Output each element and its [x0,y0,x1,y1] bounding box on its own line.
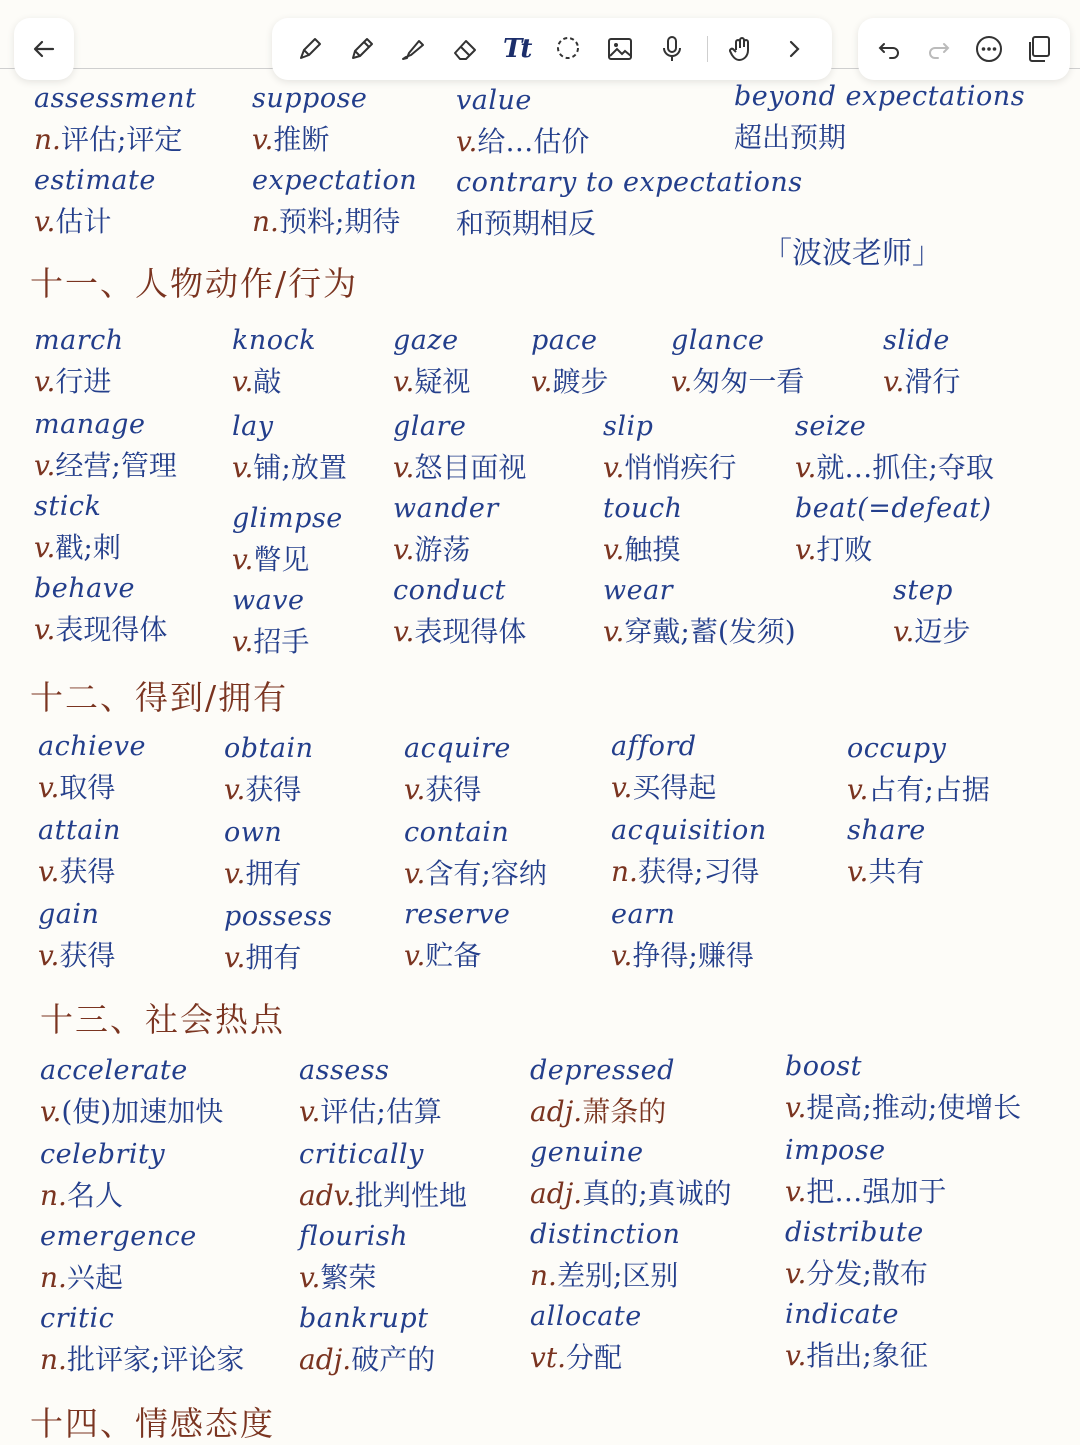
vocab-item [530,1300,642,1378]
english-word: depressed [530,1055,675,1086]
vocab-item [404,898,510,976]
vocab-item [34,82,196,160]
vocab-item [34,572,167,650]
chinese-meaning: n.预料;期待 [252,205,401,238]
english-word: lay [232,411,274,442]
english-word: pace [531,325,598,356]
chinese-meaning: v.触摸 [603,533,681,566]
english-word: obtain [224,733,314,764]
section-title: 十一、人物动作/行为 [30,264,359,303]
vocab-item [734,80,1025,158]
vocab-item [224,900,332,978]
vocab-item [883,324,960,402]
english-word: step [893,575,953,606]
vocab-item [299,1302,435,1380]
author-note: 「波波老师」 [762,236,942,271]
english-word: contrary to expectations [456,167,803,198]
vocab-item [611,898,754,976]
highlighter-icon[interactable] [396,32,430,66]
text-tool-icon[interactable] [500,32,534,66]
english-word: bankrupt [299,1303,429,1334]
chinese-meaning: v.(使)加速加快 [40,1095,224,1128]
chinese-meaning: v.获得 [224,773,302,806]
english-word: celebrity [40,1139,166,1170]
english-word: gain [38,899,100,930]
chinese-meaning: n.评估;评定 [34,123,183,156]
english-word: boost [785,1051,863,1082]
chinese-meaning: n.兴起 [40,1261,123,1294]
chinese-meaning: v.铺;放置 [232,451,347,484]
chinese-meaning: n.差别;区别 [530,1259,679,1292]
chinese-meaning: v.敲 [232,365,282,398]
english-word: slip [603,411,654,442]
english-word: wave [232,585,305,616]
pencil-icon[interactable] [345,32,379,66]
chinese-meaning: v.匆匆一看 [671,365,805,398]
chinese-meaning: vt.分配 [530,1341,622,1374]
english-word: march [34,325,124,356]
english-word: assessment [34,83,197,114]
chinese-meaning: v.繁荣 [299,1261,377,1294]
english-word: emergence [40,1221,197,1252]
vocab-item [611,730,716,808]
vocab-item [531,324,608,402]
vocab-item [224,816,301,894]
action-group [858,18,1070,80]
english-word: estimate [34,165,156,196]
vocab-item [785,1216,928,1294]
english-word: reserve [404,899,511,930]
chinese-meaning: v.打败 [795,533,873,566]
vocab-item [893,574,970,652]
vocab-item [456,84,589,162]
vocab-item [34,490,121,568]
undo-icon[interactable] [872,32,906,66]
vocab-item [40,1220,197,1298]
english-word: distinction [530,1219,681,1250]
chinese-meaning: v.给…估价 [456,125,590,158]
section-title: 十四、情感态度 [30,1404,275,1443]
chinese-meaning: v.把…强加于 [785,1175,947,1208]
english-word: occupy [847,733,947,764]
chinese-meaning: v.拥有 [224,941,302,974]
chinese-meaning: v.悄悄疾行 [603,451,737,484]
english-word: gaze [393,325,459,356]
lasso-icon[interactable] [551,32,585,66]
vocab-item [795,410,994,488]
top-toolbar [0,0,1080,69]
vocab-item [785,1050,1021,1128]
vocab-item [232,410,347,488]
english-word: acquisition [611,815,767,846]
chinese-meaning: v.瞥见 [232,543,310,576]
english-word: value [456,85,532,116]
redo-icon[interactable] [922,32,956,66]
chinese-meaning: 和预期相反 [456,207,597,240]
chinese-meaning: adj.真的;真诚的 [530,1177,732,1210]
vocab-item [34,408,177,486]
vocab-item [393,492,499,570]
hand-icon[interactable] [725,32,759,66]
english-word: flourish [299,1221,409,1252]
english-word: critic [40,1303,115,1334]
chinese-meaning: v.评估;估算 [299,1095,442,1128]
chinese-meaning: v.买得起 [611,771,717,804]
vocab-item [38,730,146,808]
chinese-meaning: v.迈步 [893,615,971,648]
english-word: manage [34,409,146,440]
chinese-meaning: v.提高;推动;使增长 [785,1091,1022,1124]
vocab-item [393,410,526,488]
english-word: wander [393,493,499,524]
chinese-meaning: v.表现得体 [34,613,168,646]
english-word: wear [603,575,674,606]
chinese-meaning: v.共有 [847,855,925,888]
english-word: contain [404,817,510,848]
english-word: slide [883,325,950,356]
vocab-item [847,732,990,810]
chinese-meaning: v.拥有 [224,857,302,890]
vocab-item [40,1138,165,1216]
english-word: conduct [393,575,506,606]
more-icon[interactable] [972,32,1006,66]
english-word: share [847,815,926,846]
vocab-item [530,1054,675,1132]
english-word: touch [603,493,683,524]
english-word: distribute [785,1217,924,1248]
vocab-item [603,492,683,570]
chinese-meaning: v.获得 [38,939,116,972]
english-word: glare [393,411,467,442]
back-arrow-icon[interactable] [27,32,61,66]
chinese-meaning: v.招手 [232,625,310,658]
pages-icon[interactable] [1022,32,1056,66]
vocab-item [393,574,526,652]
chinese-meaning: adj.萧条的 [530,1095,667,1128]
chevron-right-icon[interactable] [777,32,811,66]
chinese-meaning: v.疑视 [393,365,471,398]
english-word: acquire [404,733,511,764]
vocab-item [232,584,309,662]
english-word: assess [299,1055,390,1086]
chinese-meaning: v.占有;占据 [847,773,990,806]
chinese-meaning: v.穿戴;蓄(发须) [603,615,796,648]
english-word: achieve [38,731,146,762]
english-word: expectation [252,165,418,196]
vocab-item [603,574,796,652]
chinese-meaning: v.估计 [34,205,112,238]
chinese-meaning: adv.批判性地 [299,1179,468,1212]
english-word: seize [795,411,867,442]
english-word: knock [232,325,316,356]
chinese-meaning: v.推断 [252,123,330,156]
chinese-meaning: v.获得 [404,773,482,806]
vocab-item [404,732,511,810]
chinese-meaning: v.游荡 [393,533,471,566]
chinese-meaning: adj.破产的 [299,1343,436,1376]
vocab-item [611,814,767,892]
english-word: attain [38,815,121,846]
back-group [14,18,74,80]
vocab-item [456,166,803,244]
tool-palette [272,18,832,80]
english-word: beyond expectations [734,81,1026,112]
vocab-item [252,82,367,160]
english-word: own [224,817,283,848]
vocab-item [785,1134,946,1212]
image-icon[interactable] [603,32,637,66]
english-word: glimpse [232,503,343,534]
vocab-item [299,1220,408,1298]
english-word: allocate [530,1301,642,1332]
english-word: genuine [530,1137,644,1168]
vocab-item [530,1136,732,1214]
english-word: accelerate [40,1055,188,1086]
chinese-meaning: v.贮备 [404,939,482,972]
english-word: impose [785,1135,886,1166]
chinese-meaning: v.经营;管理 [34,449,177,482]
english-word: afford [611,731,697,762]
vocab-item [224,732,314,810]
vocab-item [393,324,470,402]
vocab-item [299,1138,467,1216]
english-word: earn [611,899,676,930]
chinese-meaning: v.戳;刺 [34,531,121,564]
chinese-meaning: v.怒目面视 [393,451,527,484]
vocab-item [40,1302,244,1380]
english-word: glance [671,325,765,356]
chinese-meaning: v.表现得体 [393,615,527,648]
vocab-item [404,816,547,894]
vocab-item [232,502,343,580]
section-title: 十二、得到/拥有 [30,678,289,717]
chinese-meaning: n.获得;习得 [611,855,760,888]
chinese-meaning: v.取得 [38,771,116,804]
english-word: possess [224,901,333,932]
toolbar-divider [707,36,708,62]
section-title: 十三、社会热点 [40,1000,285,1039]
chinese-meaning: 超出预期 [734,121,847,154]
vocab-item [847,814,926,892]
vocab-item [795,492,992,570]
chinese-meaning: n.名人 [40,1179,123,1212]
vocab-item [671,324,804,402]
english-word: indicate [785,1299,899,1330]
vocab-item [38,898,115,976]
chinese-meaning: v.含有;容纳 [404,857,547,890]
microphone-icon[interactable] [655,32,689,66]
pen-icon[interactable] [293,32,327,66]
english-word: behave [34,573,135,604]
vocab-item [299,1054,442,1132]
chinese-meaning: v.踱步 [531,365,609,398]
english-word: critically [299,1139,424,1170]
vocab-item [603,410,736,488]
english-word: beat(=defeat) [795,493,992,524]
chinese-meaning: v.滑行 [883,365,961,398]
chinese-meaning: n.批评家;评论家 [40,1343,245,1376]
vocab-item [40,1054,223,1132]
chinese-meaning: v.就…抓住;夺取 [795,451,994,484]
vocab-item [34,164,156,242]
chinese-meaning: v.指出;象征 [785,1339,928,1372]
chinese-meaning: v.获得 [38,855,116,888]
chinese-meaning: v.挣得;赚得 [611,939,754,972]
vocab-item [785,1298,928,1376]
english-word: suppose [252,83,368,114]
chinese-meaning: v.分发;散布 [785,1257,928,1290]
chinese-meaning: v.行进 [34,365,112,398]
vocab-item [530,1218,680,1296]
vocab-item [232,324,316,402]
eraser-icon[interactable] [448,32,482,66]
vocab-item [38,814,121,892]
vocab-item [252,164,417,242]
vocab-item [34,324,124,402]
english-word: stick [34,491,102,522]
text-tool-label: Tt [503,34,531,64]
